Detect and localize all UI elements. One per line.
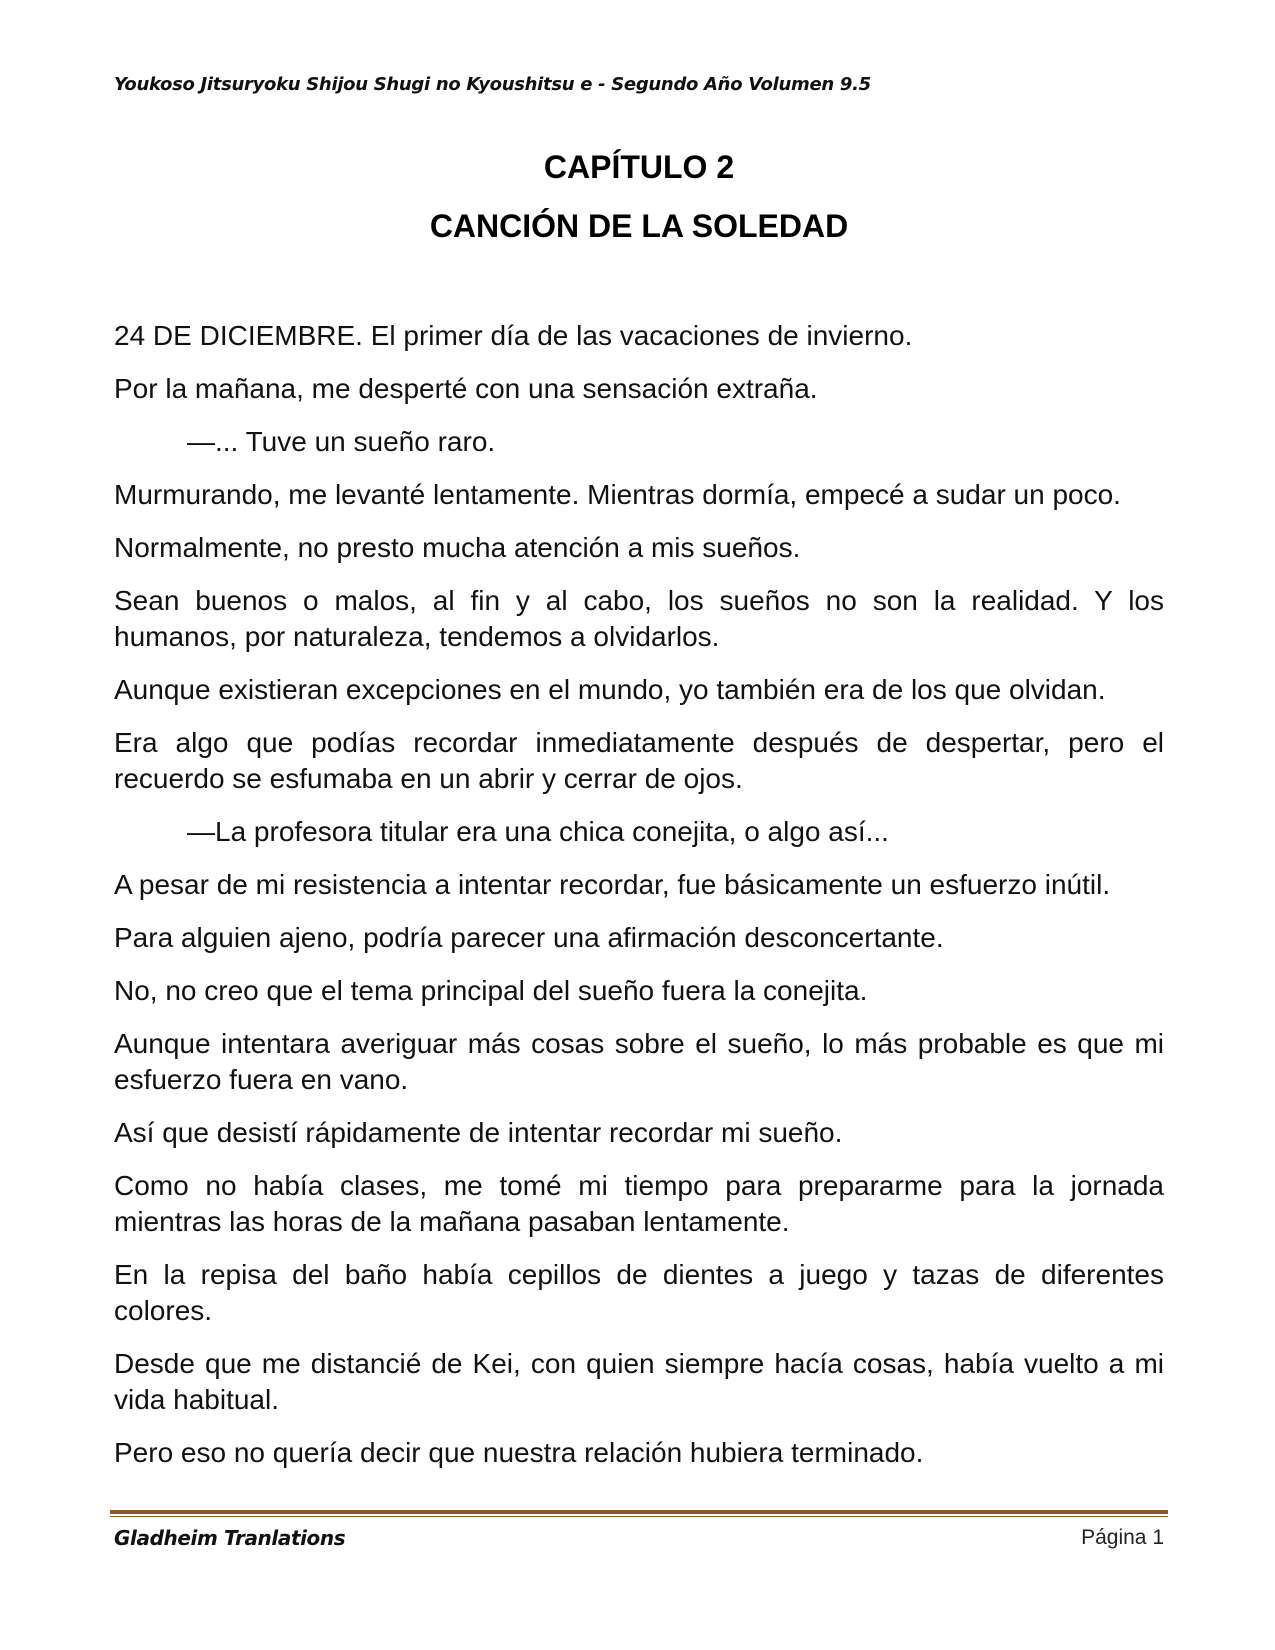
paragraph: Sean buenos o malos, al fin y al cabo, los sueños no son la realidad. Y los humanos, por naturaleza, tendemos a olvidarlos.	[114, 585, 1164, 652]
paragraph: Normalmente, no presto mucha atención a mis sueños.	[114, 532, 801, 563]
paragraph: A pesar de mi resistencia a intentar recordar, fue básicamente un esfuerzo inútil.	[114, 869, 1111, 900]
footer-rule-thin	[110, 1516, 1168, 1517]
paragraph: Desde que me distancié de Kei, con quien siempre hacía cosas, había vuelto a mi vida habitual.	[114, 1348, 1164, 1415]
paragraph: Pero eso no quería decir que nuestra relación hubiera terminado.	[114, 1437, 924, 1468]
paragraph: No, no creo que el tema principal del sueño fuera la conejita.	[114, 975, 868, 1006]
paragraph: Era algo que podías recordar inmediatamente después de despertar, pero el recuerdo se esfumaba en un abrir y cerrar de ojos.	[114, 727, 1164, 794]
paragraph: Aunque existieran excepciones en el mundo, yo también era de los que olvidan.	[114, 674, 1106, 705]
chapter-number: CAPÍTULO 2	[543, 149, 735, 185]
paragraph-dialogue: —La profesora titular era una chica conejita, o algo así...	[187, 816, 889, 847]
body-text	[114, 318, 1164, 1488]
paragraph: Para alguien ajeno, podría parecer una afirmación desconcertante.	[114, 922, 944, 953]
paragraph-dialogue: —... Tuve un sueño raro.	[187, 426, 496, 457]
page-label: Página	[1081, 1526, 1147, 1549]
paragraph: En la repisa del baño había cepillos de dientes a juego y tazas de diferentes colores.	[114, 1259, 1164, 1326]
footer-credit: Gladheim Tranlations	[114, 1526, 346, 1550]
paragraph: Aunque intentara averiguar más cosas sobre el sueño, lo más probable es que mi esfuerzo fuera en vano.	[114, 1028, 1164, 1095]
paragraph: Así que desistí rápidamente de intentar recordar mi sueño.	[114, 1117, 843, 1148]
page-number: 1	[1152, 1526, 1164, 1549]
paragraph: Murmurando, me levanté lentamente. Mientras dormía, empecé a sudar un poco.	[114, 479, 1121, 510]
running-header: Youkoso Jitsuryoku Shijou Shugi no Kyoushitsu e - Segundo Año Volumen 9.5	[114, 74, 871, 95]
paragraph: Por la mañana, me desperté con una sensación extraña.	[114, 373, 818, 404]
page-number-label	[1081, 1526, 1164, 1550]
chapter-title: CANCIÓN DE LA SOLEDAD	[429, 208, 849, 244]
paragraph: Como no había clases, me tomé mi tiempo para prepararme para la jornada mientras las horas de la mañana pasaban lentamente.	[114, 1170, 1164, 1237]
paragraph: 24 DE DICIEMBRE. El primer día de las vacaciones de invierno.	[114, 320, 913, 351]
footer-rule	[110, 1510, 1168, 1514]
